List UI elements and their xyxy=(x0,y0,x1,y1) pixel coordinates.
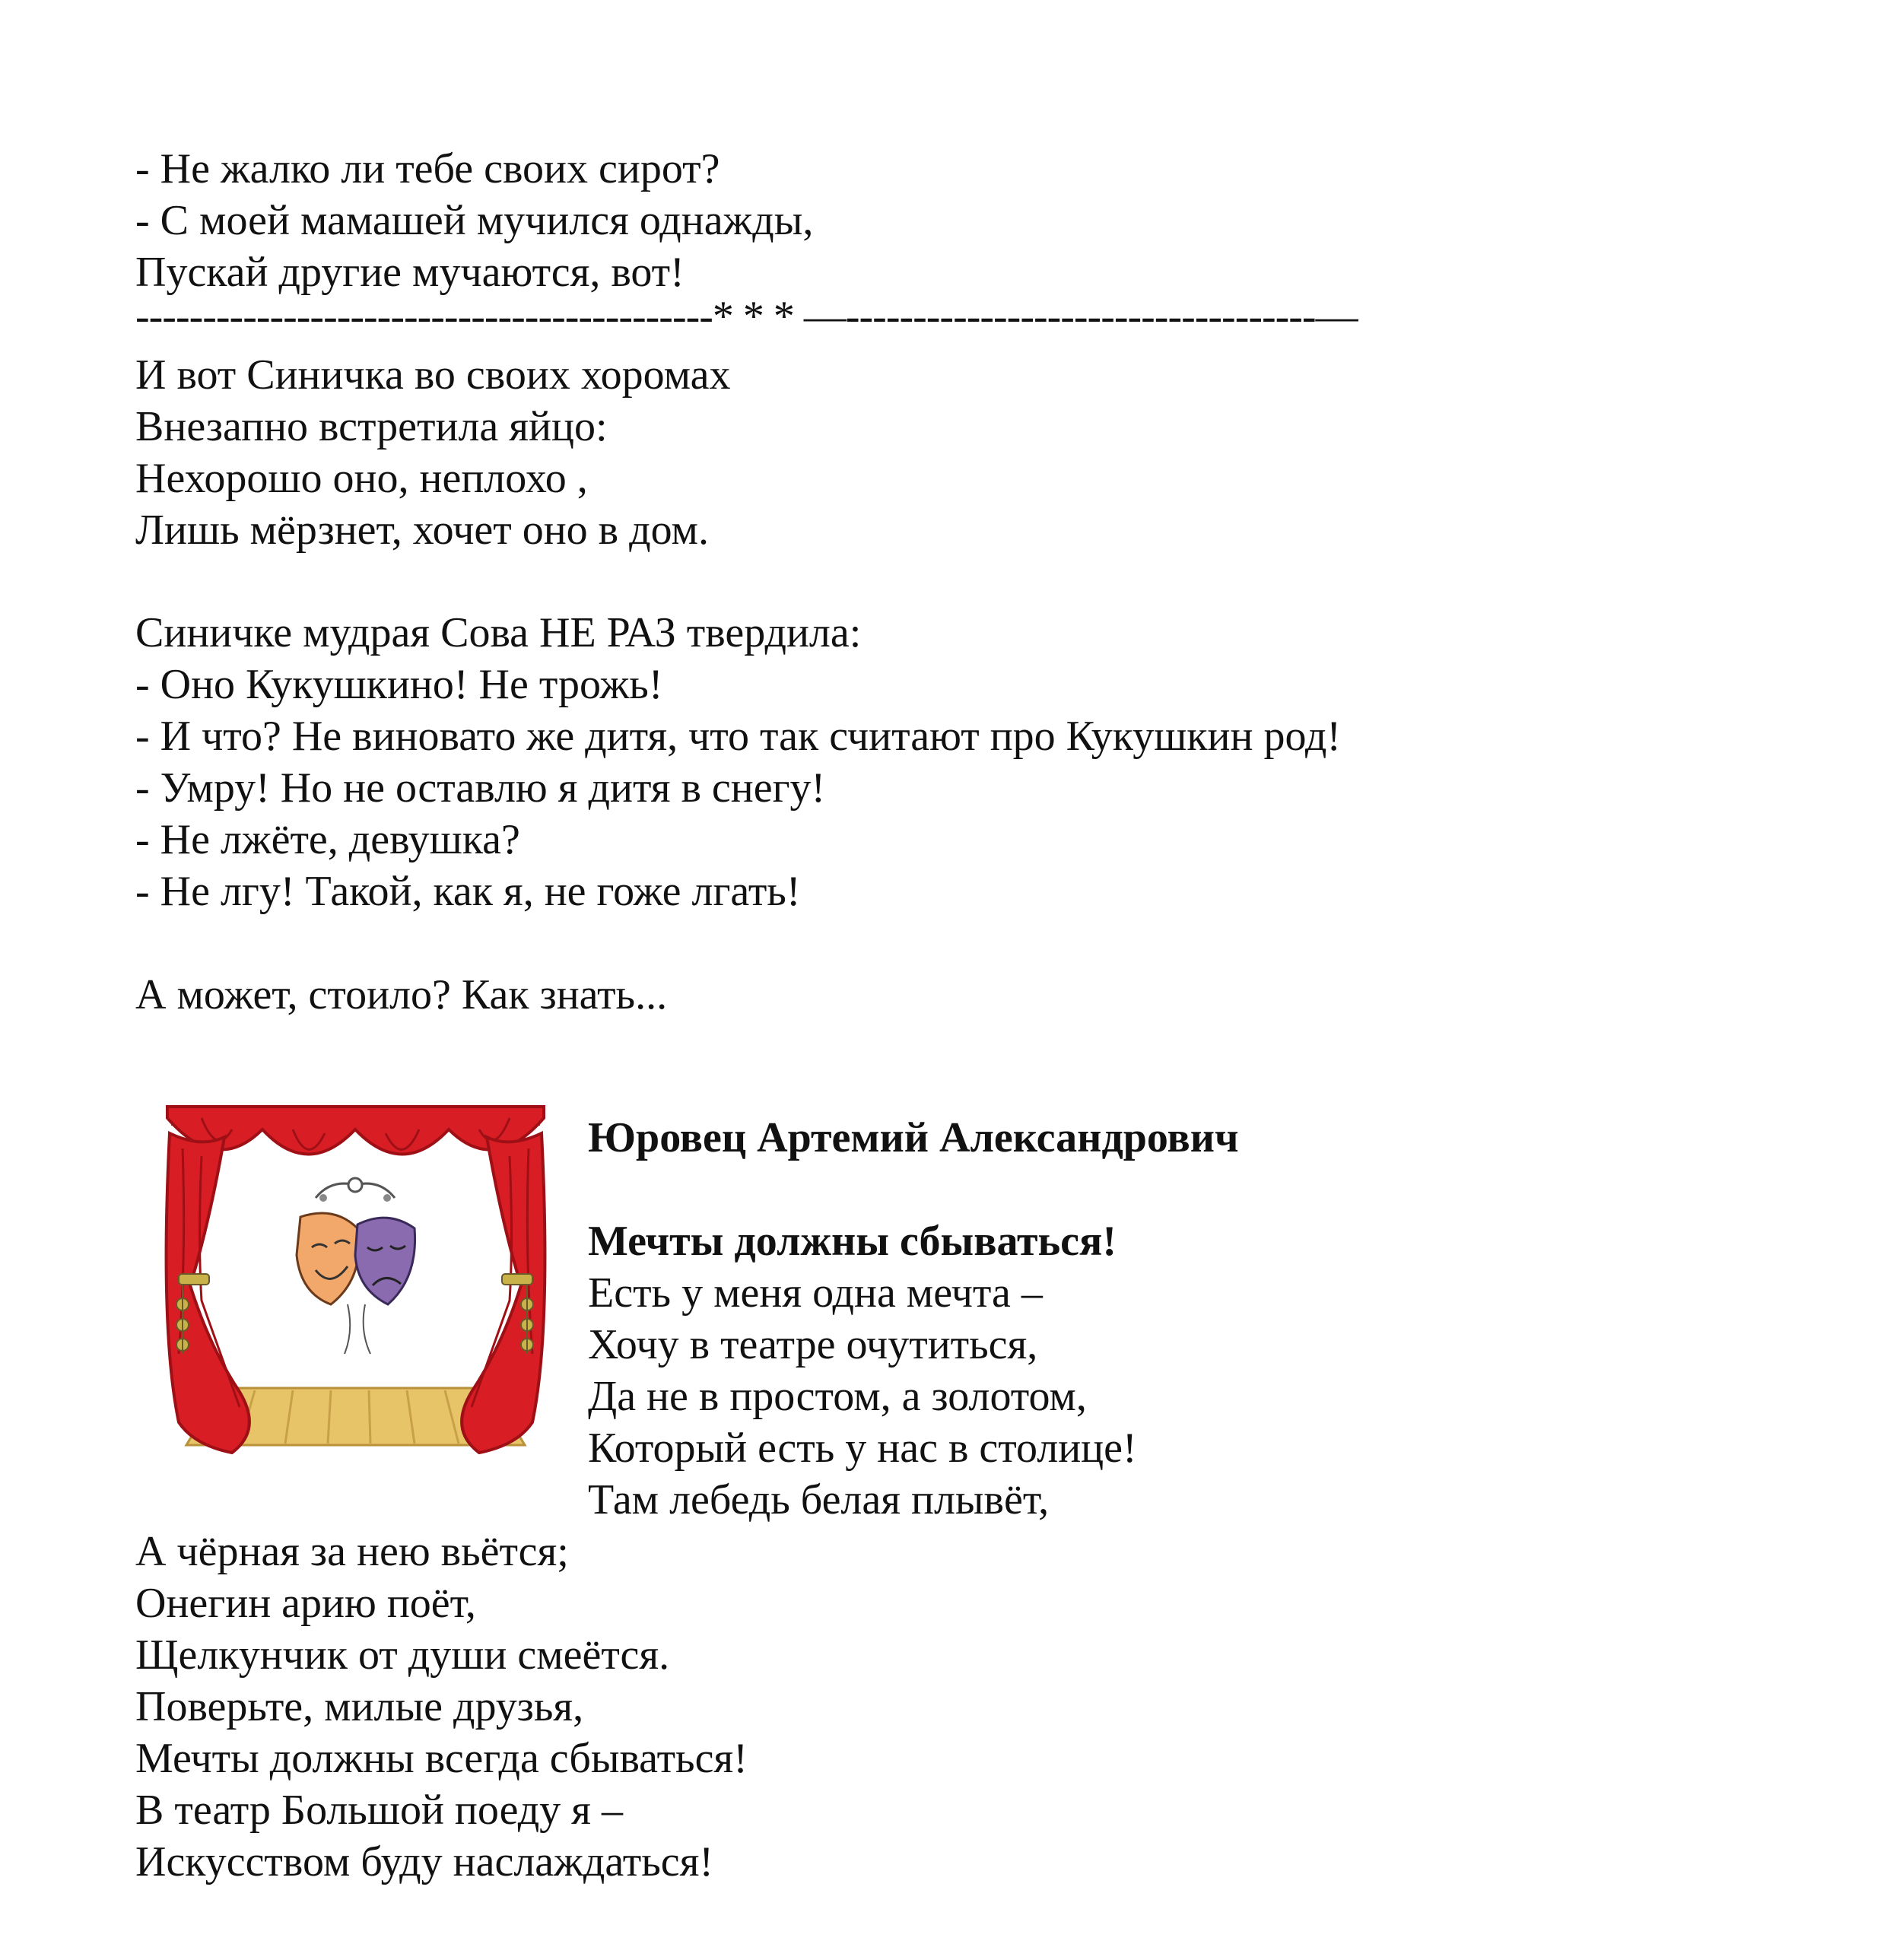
poem-line: Там лебедь белая плывёт, xyxy=(588,1476,1050,1523)
poem-title: Мечты должны сбываться! xyxy=(588,1218,1117,1265)
text-line: Лишь мёрзнет, хочет оно в дом. xyxy=(135,507,709,554)
section-separator: -------------------------------------------* * * —-----------------------------------— xyxy=(135,293,1358,340)
text-line: - Не лгу! Такой, как я, не гоже лгать! xyxy=(135,868,801,915)
text-line: - Умру! Но не оставлю я дитя в снегу! xyxy=(135,764,826,812)
text-line: Синичке мудрая Сова НЕ РАЗ твердила: xyxy=(135,609,862,656)
poem-line: Есть у меня одна мечта – xyxy=(588,1269,1043,1317)
author-name: Юровец Артемий Александрович xyxy=(588,1114,1239,1161)
poem-line: Хочу в театре очутиться, xyxy=(588,1321,1038,1368)
poem-line: Поверьте, милые друзья, xyxy=(135,1683,584,1730)
text-line: Внезапно встретила яйцо: xyxy=(135,403,608,450)
poem-line: Щелкунчик от души смеётся. xyxy=(135,1631,670,1679)
text-line: - Не жалко ли тебе своих сирот? xyxy=(135,145,720,192)
poem-line: В театр Большой поеду я – xyxy=(135,1787,623,1834)
poem-line: Онегин арию поёт, xyxy=(135,1580,476,1627)
text-line: - И что? Не виновато же дитя, что так считают про Кукушкин род! xyxy=(135,713,1342,760)
text-line: Нехорошо оно, неплохо , xyxy=(135,455,588,502)
text-line: - Не лжёте, девушка? xyxy=(135,816,520,863)
text-line: И вот Синичка во своих хоромах xyxy=(135,351,731,399)
poem-line: Мечты должны всегда сбываться! xyxy=(135,1735,748,1782)
poem-line: Да не в простом, а золотом, xyxy=(588,1373,1087,1420)
text-line: - С моей мамашей мучился однажды, xyxy=(135,197,814,244)
poem-line: А чёрная за нею вьётся; xyxy=(135,1528,569,1575)
text-line: А может, стоило? Как знать... xyxy=(135,971,668,1018)
theater-stage-icon xyxy=(148,1103,563,1460)
poem-line: Искусством буду наслаждаться! xyxy=(135,1838,713,1885)
poem-line: Который есть у нас в столице! xyxy=(588,1425,1137,1472)
text-line: - Оно Кукушкино! Не трожь! xyxy=(135,661,663,708)
text-line: Пускай другие мучаются, вот! xyxy=(135,249,685,296)
